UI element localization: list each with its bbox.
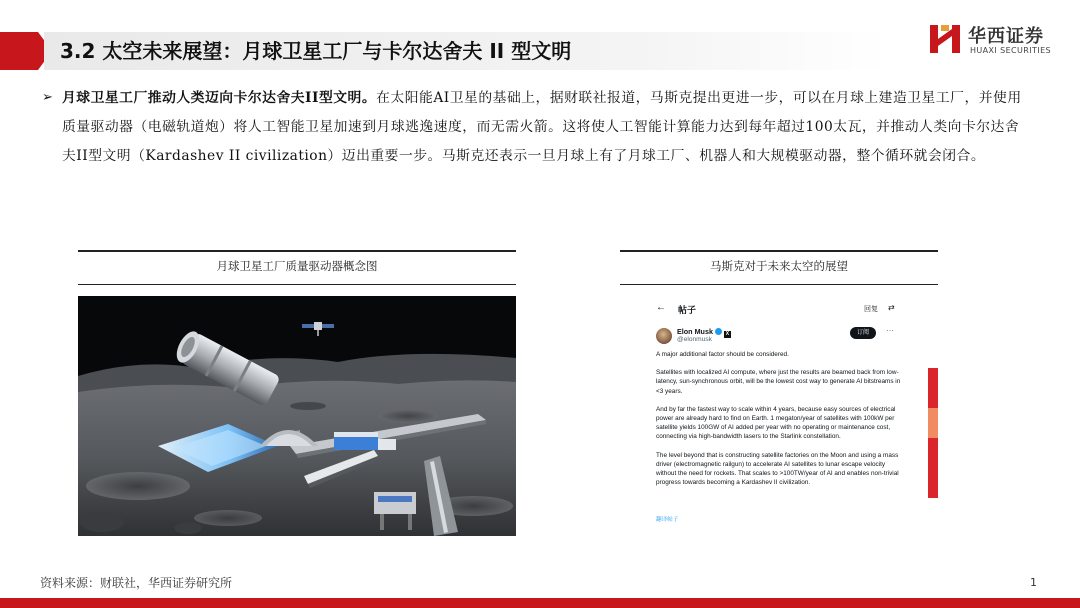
tweet-paragraph: Satellites with localized AI compute, where just the results are beamed back from low-latency, sun-synchronous orbit, will be the lowest cost way to generate AI bitstreams in <3 years.: [656, 369, 901, 395]
author-name-text: Elon Musk: [677, 327, 713, 336]
figure-right-caption: 马斯克对于未来太空的展望: [710, 259, 848, 273]
tweet-nav-title: 帖子: [678, 305, 697, 315]
tweet-screenshot: [620, 288, 938, 536]
verified-badge-icon: [715, 328, 722, 335]
tweet-body: [656, 350, 904, 496]
header-accent: [0, 32, 38, 70]
bullet-arrow-icon: ➢: [42, 90, 53, 105]
footer-bar: [0, 598, 1080, 608]
body-text: 在太阳能AI卫星的基础上，据财联社报道，马斯克提出更进一步，可以在月球上建造卫星工厂，并使用质量驱动器（电磁轨道炮）将人工智能卫星加速到月球逃逸速度，而无需火箭。这将使人工智能计算能力达到每年超过100太瓦，并推动人类向卡尔达舍夫II型文明（Kardashev II civilization）迈出重要一步。马斯克还表示一旦月球上有了月球工厂、机器人和大规模驱动器，整个循环就会闭合。: [62, 90, 1022, 164]
figure-right-bottom-rule: [620, 284, 938, 285]
tweet-paragraph: A major additional factor should be considered.: [656, 351, 789, 358]
subscribe-button[interactable]: 订阅: [850, 327, 876, 339]
x-affiliate-badge-icon: X: [725, 331, 730, 337]
figure-left-bottom-rule: [78, 284, 516, 285]
reply-button[interactable]: 回复: [864, 306, 878, 313]
tweet-nav-bar: [650, 302, 908, 318]
more-options-icon[interactable]: ···: [886, 326, 894, 335]
figure-left-caption: 月球卫星工厂质量驱动器概念图: [216, 259, 378, 273]
adjust-icon[interactable]: ⇄: [888, 303, 895, 312]
logo-name-en: HUAXI SECURITIES: [970, 46, 1051, 55]
cropped-side-panel: [928, 288, 938, 536]
company-logo: [928, 22, 1068, 62]
body-lead: 月球卫星工厂推动人类迈向卡尔达舍夫II型文明。: [62, 90, 377, 106]
tweet-paragraph: And by far the fastest way to scale within 4 years, because easy sources of electrical power are already hard to find on Earth. 1 megaton/year of satellites with 100kW per satellite yields 100GW of AI added per year with no operating or maintenance cost, connecting via high-bandwidth lasers to the Starlink constellation.: [656, 405, 896, 441]
tweet-paragraph: The level beyond that is constructing satellite factories on the Moon and using a mass driver (electromagnetic railgun) to accelerate AI satellites to lunar escape velocity without the need for rockets. That scales to >100TW/year of AI and enables non-trivial progress towards becoming a Kardashev II civilization.: [656, 451, 899, 487]
page-title: 3.2 太空未来展望：月球卫星工厂与卡尔达舍夫 II 型文明: [60, 39, 572, 63]
logo-name-cn: 华西证券: [968, 26, 1044, 47]
huaxi-logo-icon: [928, 22, 962, 56]
moon-mass-driver-image: [78, 296, 516, 536]
back-arrow-icon[interactable]: ←: [656, 302, 666, 313]
translate-post-link[interactable]: 翻译帖子: [656, 517, 679, 523]
tweet-card: [650, 288, 908, 536]
figure-right-header: [620, 250, 938, 286]
body-paragraph: [62, 84, 1032, 171]
moon-scene-illustration: [78, 296, 516, 536]
figure-left-top-rule: [78, 250, 516, 252]
figure-left-header: [78, 250, 516, 286]
source-note: 资料来源：财联社，华西证券研究所: [40, 576, 233, 590]
page-number: 1: [1030, 576, 1037, 589]
author-handle: @elonmusk: [677, 336, 712, 343]
figure-right-top-rule: [620, 250, 938, 252]
avatar[interactable]: [656, 328, 672, 344]
